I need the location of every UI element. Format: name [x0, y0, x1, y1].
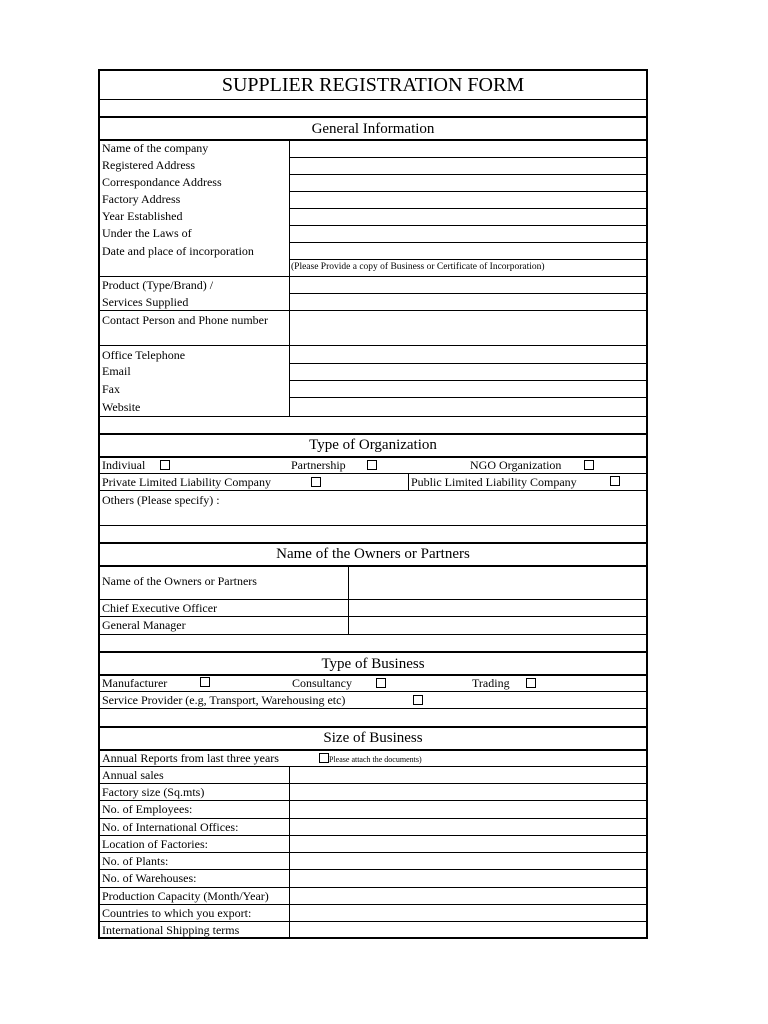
email-field[interactable]: [290, 364, 646, 380]
partnership-checkbox[interactable]: [367, 460, 377, 470]
warehouses-field[interactable]: [290, 870, 646, 887]
label-email: Email: [102, 364, 131, 378]
divider: [100, 691, 646, 692]
label-factory-address: Factory Address: [102, 192, 181, 206]
service-provider-checkbox[interactable]: [413, 695, 423, 705]
label-year-established: Year Established: [102, 209, 183, 223]
ngo-checkbox[interactable]: [584, 460, 594, 470]
label-export-countries: Countries to which you export:: [102, 906, 252, 920]
label-others: Others (Please specify) :: [102, 493, 220, 507]
divider: [289, 259, 646, 260]
section-general-information: General Information: [311, 121, 435, 137]
year-established-field[interactable]: [290, 209, 646, 225]
label-company-name: Name of the company: [102, 141, 209, 155]
incorporation-note: (Please Provide a copy of Business or Certificate of Incorporation): [291, 262, 545, 272]
label-warehouses: No. of Warehouses:: [102, 871, 197, 885]
employees-field[interactable]: [290, 801, 646, 818]
label-incorporation: Date and place of incorporation: [102, 244, 254, 258]
label-shipping-terms: International Shipping terms: [102, 923, 240, 937]
divider: [100, 116, 646, 118]
registered-address-field[interactable]: [290, 158, 646, 174]
incorporation-field[interactable]: [290, 243, 646, 259]
label-product-line1: Product (Type/Brand) /: [102, 278, 214, 292]
supplier-registration-form: [98, 69, 648, 939]
label-employees: No. of Employees:: [102, 802, 193, 816]
label-plants: No. of Plants:: [102, 854, 169, 868]
divider: [100, 99, 646, 100]
annual-reports-note: Please attach the documents): [329, 755, 422, 764]
label-annual-sales: Annual sales: [102, 768, 164, 782]
label-ceo: Chief Executive Officer: [102, 601, 218, 615]
divider: [100, 708, 646, 709]
label-public-ltd: Public Limited Liability Company: [411, 475, 577, 489]
divider: [100, 416, 646, 417]
label-individual: Indiviual: [102, 458, 146, 472]
label-trading: Trading: [472, 676, 510, 690]
fax-field[interactable]: [290, 381, 646, 397]
label-annual-reports: Annual Reports from last three years: [102, 751, 279, 765]
column-divider: [408, 473, 409, 490]
label-service-provider: Service Provider (e.g, Transport, Warehousing etc): [102, 693, 346, 707]
label-product-line2: Services Supplied: [102, 295, 189, 309]
label-gm: General Manager: [102, 618, 186, 632]
divider: [100, 651, 646, 653]
label-intl-offices: No. of International Offices:: [102, 820, 239, 834]
label-website: Website: [102, 400, 141, 414]
label-ngo: NGO Organization: [470, 458, 562, 472]
divider: [100, 525, 646, 526]
form-title: SUPPLIER REGISTRATION FORM: [221, 74, 525, 96]
label-registered-address: Registered Address: [102, 158, 195, 172]
gm-field[interactable]: [349, 617, 646, 634]
divider: [100, 473, 646, 474]
website-field[interactable]: [290, 398, 646, 416]
annual-sales-field[interactable]: [290, 767, 646, 783]
individual-checkbox[interactable]: [160, 460, 170, 470]
label-contact-person: Contact Person and Phone number: [102, 313, 268, 327]
consultancy-checkbox[interactable]: [376, 678, 386, 688]
divider: [100, 456, 646, 458]
factory-address-field[interactable]: [290, 192, 646, 208]
manufacturer-checkbox[interactable]: [200, 677, 210, 687]
private-ltd-checkbox[interactable]: [311, 477, 321, 487]
others-field[interactable]: [230, 491, 646, 525]
services-field[interactable]: [290, 294, 646, 310]
label-owners: Name of the Owners or Partners: [102, 574, 257, 588]
label-manufacturer: Manufacturer: [102, 676, 168, 690]
company-name-field[interactable]: [290, 140, 646, 156]
section-type-of-organization: Type of Organization: [309, 437, 437, 453]
label-partnership: Partnership: [291, 458, 346, 472]
divider: [100, 674, 646, 676]
label-fax: Fax: [102, 382, 120, 396]
label-office-telephone: Office Telephone: [102, 348, 186, 362]
contact-person-field[interactable]: [290, 311, 646, 345]
export-countries-field[interactable]: [290, 905, 646, 921]
label-consultancy: Consultancy: [292, 676, 352, 690]
intl-offices-field[interactable]: [290, 819, 646, 835]
label-factory-size: Factory size (Sq.mts): [102, 785, 205, 799]
label-factory-location: Location of Factories:: [102, 837, 208, 851]
ceo-field[interactable]: [349, 600, 646, 616]
shipping-terms-field[interactable]: [290, 922, 646, 937]
section-owners: Name of the Owners or Partners: [276, 546, 470, 562]
factory-location-field[interactable]: [290, 836, 646, 852]
factory-size-field[interactable]: [290, 784, 646, 800]
label-under-laws: Under the Laws of: [102, 226, 192, 240]
section-type-of-business: Type of Business: [321, 656, 425, 672]
office-telephone-field[interactable]: [290, 346, 646, 363]
product-field[interactable]: [290, 277, 646, 293]
label-capacity: Production Capacity (Month/Year): [102, 889, 269, 903]
capacity-field[interactable]: [290, 888, 646, 904]
label-correspondance-address: Correspondance Address: [102, 175, 222, 189]
correspondance-address-field[interactable]: [290, 175, 646, 191]
label-private-ltd: Private Limited Liability Company: [102, 475, 271, 489]
divider: [100, 726, 646, 728]
plants-field[interactable]: [290, 853, 646, 869]
public-ltd-checkbox[interactable]: [610, 476, 620, 486]
annual-reports-checkbox[interactable]: [319, 753, 329, 763]
section-size-of-business: Size of Business: [323, 730, 423, 746]
under-laws-field[interactable]: [290, 226, 646, 242]
divider: [100, 634, 646, 635]
divider: [100, 542, 646, 544]
trading-checkbox[interactable]: [526, 678, 536, 688]
owners-field[interactable]: [349, 566, 646, 599]
divider: [100, 433, 646, 435]
